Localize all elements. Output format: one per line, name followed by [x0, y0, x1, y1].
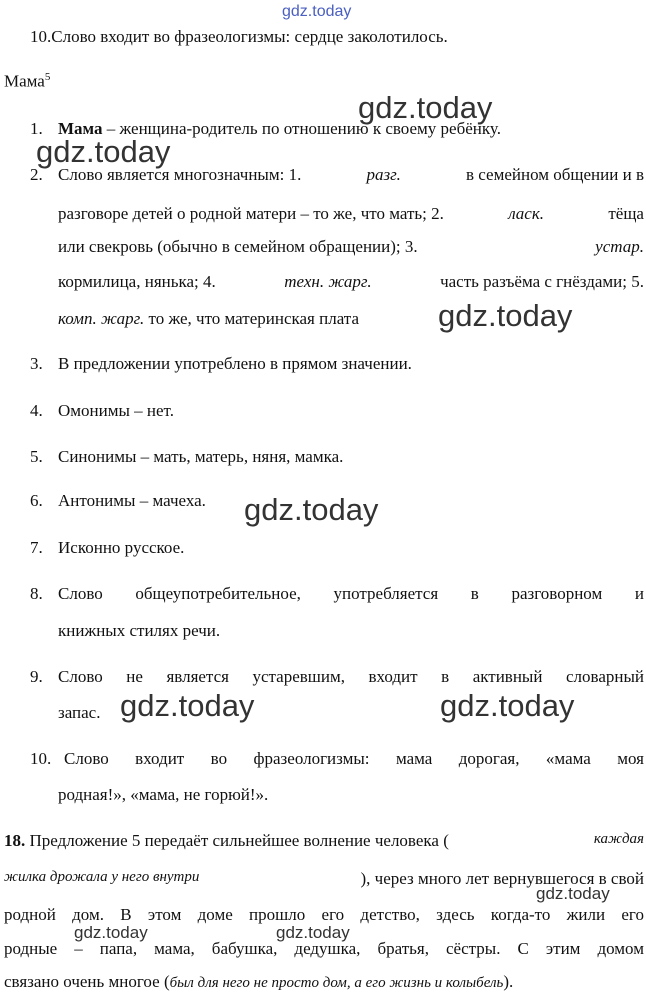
t18-l5-a: связано очень многое (	[4, 972, 170, 991]
i2-l2: разговоре детей о родной матери – то же, что мать; 2.	[58, 204, 444, 223]
t18-l1-a: Предложение 5 передаёт сильнейшее волнение человека (	[25, 831, 449, 850]
t18-l2-i: жилка дрожала у него внутри	[4, 869, 200, 885]
heading-sup: 5	[44, 71, 51, 83]
item-number: 7.	[30, 538, 43, 557]
item-number: 10.	[30, 749, 52, 768]
i2-l3-i: устар.	[595, 237, 644, 256]
t18-l5-i: был для него не просто дом, а его жизнь и колыбель	[169, 975, 504, 991]
item-number: 2.	[30, 165, 43, 184]
i2-l1-b: в семейном общении и в	[466, 165, 644, 184]
item-number: 3.	[30, 354, 43, 373]
item-9-line-2: запас.	[58, 703, 101, 722]
watermark: gdz.today	[74, 923, 148, 942]
watermark: gdz.today	[438, 298, 573, 333]
task-18-line-2	[4, 870, 644, 887]
item-1-rest: – женщина-родитель по отношению к своему ребёнку.	[102, 119, 501, 138]
item-8-line-1: Слово общеупотребительное, употребляется в разговорном и	[58, 584, 644, 603]
item-4-text: Омонимы – нет.	[58, 401, 174, 420]
top-line: 10.Слово входит во фразеологизмы: сердце заколотилось.	[30, 27, 448, 46]
watermark: gdz.today	[244, 492, 379, 527]
task-18-line-1	[4, 832, 644, 849]
watermark: gdz.today	[276, 923, 350, 942]
i2-l4-i: техн. жарг.	[284, 272, 372, 291]
i2-l1-a: Слово является многозначным: 1.	[58, 165, 302, 184]
watermark: gdz.today	[536, 884, 610, 903]
i2-l2-i: ласк.	[508, 204, 545, 223]
task-18-line-5	[4, 973, 644, 991]
item-number: 5.	[30, 447, 43, 466]
item-1-bold: Мама	[58, 119, 103, 138]
item-number: 1.	[30, 119, 43, 138]
item-2-line-1	[58, 166, 644, 183]
i2-l2-e: тёща	[608, 204, 644, 223]
item-2-line-4	[58, 273, 644, 290]
item-number: 4.	[30, 401, 43, 420]
t18-l2-b: ), через много лет вернувшегося в свой	[360, 869, 644, 888]
i2-l1-i: разг.	[366, 165, 401, 184]
task-18-line-3: родной дом. В этом доме прошло его детство, здесь когда-то жили его	[4, 905, 644, 924]
item-9-line-1: Слово не является устаревшим, входит в активный словарный	[58, 667, 644, 686]
i2-l5-i: комп. жарг.	[58, 309, 145, 328]
item-10-line-2: родная!», «мама, не горюй!».	[58, 785, 269, 804]
item-2-line-2	[58, 205, 644, 222]
i2-l4-a: кормилица, нянька; 4.	[58, 272, 216, 291]
watermark-top: gdz.today	[282, 3, 352, 20]
item-1-text	[58, 120, 501, 137]
i2-l4-b: часть разъёма с гнёздами; 5.	[440, 272, 644, 291]
item-8-line-2: книжных стилях речи.	[58, 621, 221, 640]
item-2-line-3	[58, 238, 644, 255]
watermark: gdz.today	[358, 90, 493, 125]
item-6-text: Антонимы – мачеха.	[58, 491, 206, 510]
item-3-text: В предложении употреблено в прямом значении.	[58, 354, 412, 373]
task-18-number: 18.	[4, 831, 26, 850]
heading-word: Мама	[4, 71, 45, 91]
watermark: gdz.today	[120, 688, 255, 723]
i2-l5-b: то же, что материнская плата	[144, 309, 359, 328]
item-number: 9.	[30, 667, 43, 686]
item-number: 6.	[30, 491, 43, 510]
task-18-line-4: родные – папа, мама, бабушка, дедушка, братья, сёстры. С этим домом	[4, 939, 644, 958]
t18-l5-b: ).	[503, 972, 514, 991]
i2-l3-a: или свекровь (обычно в семейном обращении); 3.	[58, 237, 418, 256]
word-heading	[4, 72, 50, 90]
watermark: gdz.today	[440, 688, 575, 723]
item-2-line-5	[58, 310, 359, 327]
item-10-line-1: Слово входит во фразеологизмы: мама дорогая, «мама моя	[64, 749, 644, 768]
watermark: gdz.today	[36, 134, 171, 169]
item-5-text: Синонимы – мать, матерь, няня, мамка.	[58, 447, 344, 466]
item-number: 8.	[30, 584, 43, 603]
t18-l1-i: каждая	[593, 831, 644, 847]
item-7-text: Исконно русское.	[58, 538, 185, 557]
